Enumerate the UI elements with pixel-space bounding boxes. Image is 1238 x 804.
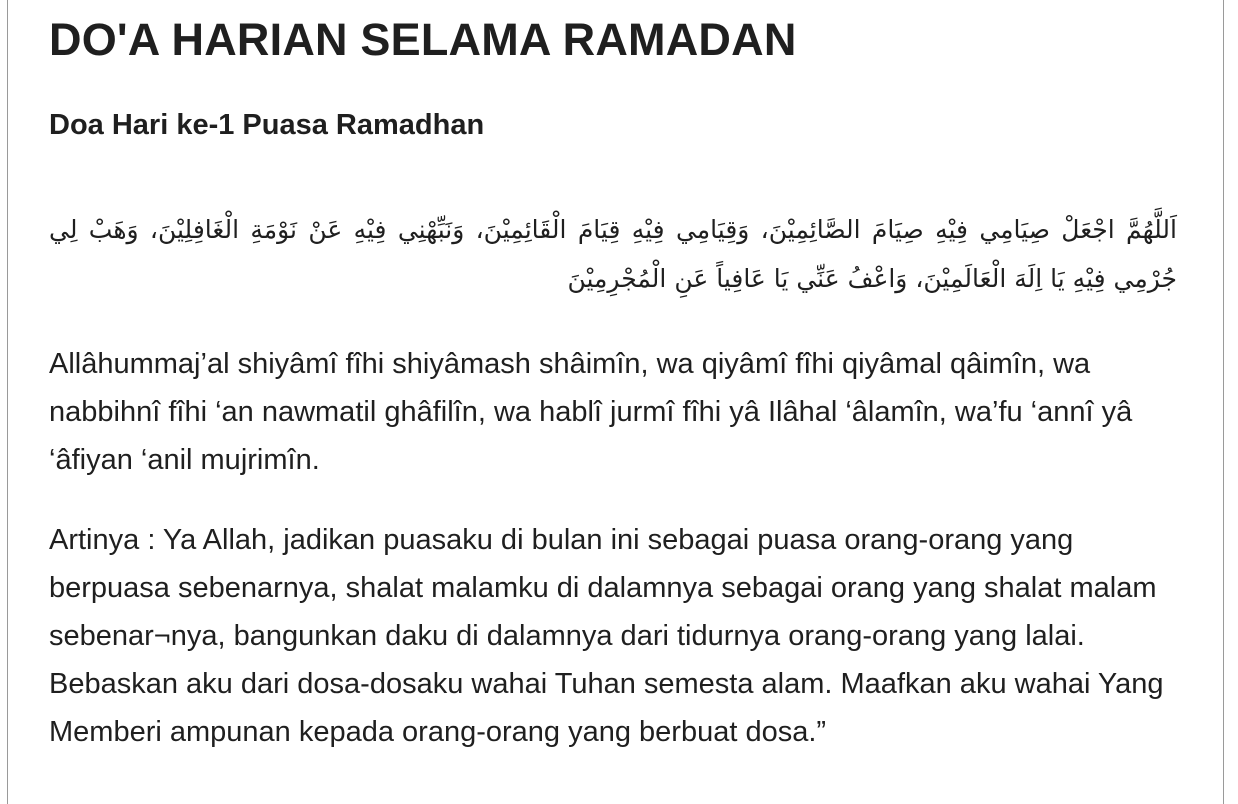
- page-title: DO'A HARIAN SELAMA RAMADAN: [49, 14, 797, 65]
- arabic-prayer-text: اَللَّهُمَّ اجْعَلْ صِيَامِي فِيْهِ صِيَامَ الصَّائِمِيْنَ، وَقِيَامِي فِيْهِ قِيَامَ الْقَائِمِيْنَ، وَنَبِّهْنِي فِيْهِ عَنْ نَوْمَةِ الْغَافِلِيْنَ، وَهَبْ لِي جُرْمِي فِيْهِ يَا اِلَهَ الْعَالَمِيْنَ، وَاعْفُ عَنِّي يَا عَافِياً عَنِ الْمُجْرِمِيْنَ: [49, 215, 1177, 293]
- section-heading: Doa Hari ke-1 Puasa Ramadhan: [49, 109, 485, 141]
- transliteration-paragraph: Allâhummaj’al shiyâmî fîhi shiyâmash shâimîn, wa qiyâmî fîhi qiyâmal qâimîn, wa nabbihnî fîhi ‘an nawmatil ghâfilîn, wa hablî jurmî fîhi yâ Ilâhal ‘âlamîn, wa’fu ‘annî yâ ‘âfiyan ‘anil mujrimîn.: [49, 348, 1133, 476]
- document-page: [7, 0, 1224, 804]
- translation-paragraph: Artinya : Ya Allah, jadikan puasaku di bulan ini sebagai puasa orang-orang yang berpuasa sebenarnya, shalat malamku di dalamnya sebagai orang yang shalat malam sebenar¬nya, bangunkan daku di dalamnya dari tidurnya orang-orang yang lalai. Bebaskan aku dari dosa-dosaku wahai Tuhan semesta alam. Maafkan aku wahai Yang Memberi ampunan kepada orang-orang yang berbuat dosa.”: [49, 524, 1164, 748]
